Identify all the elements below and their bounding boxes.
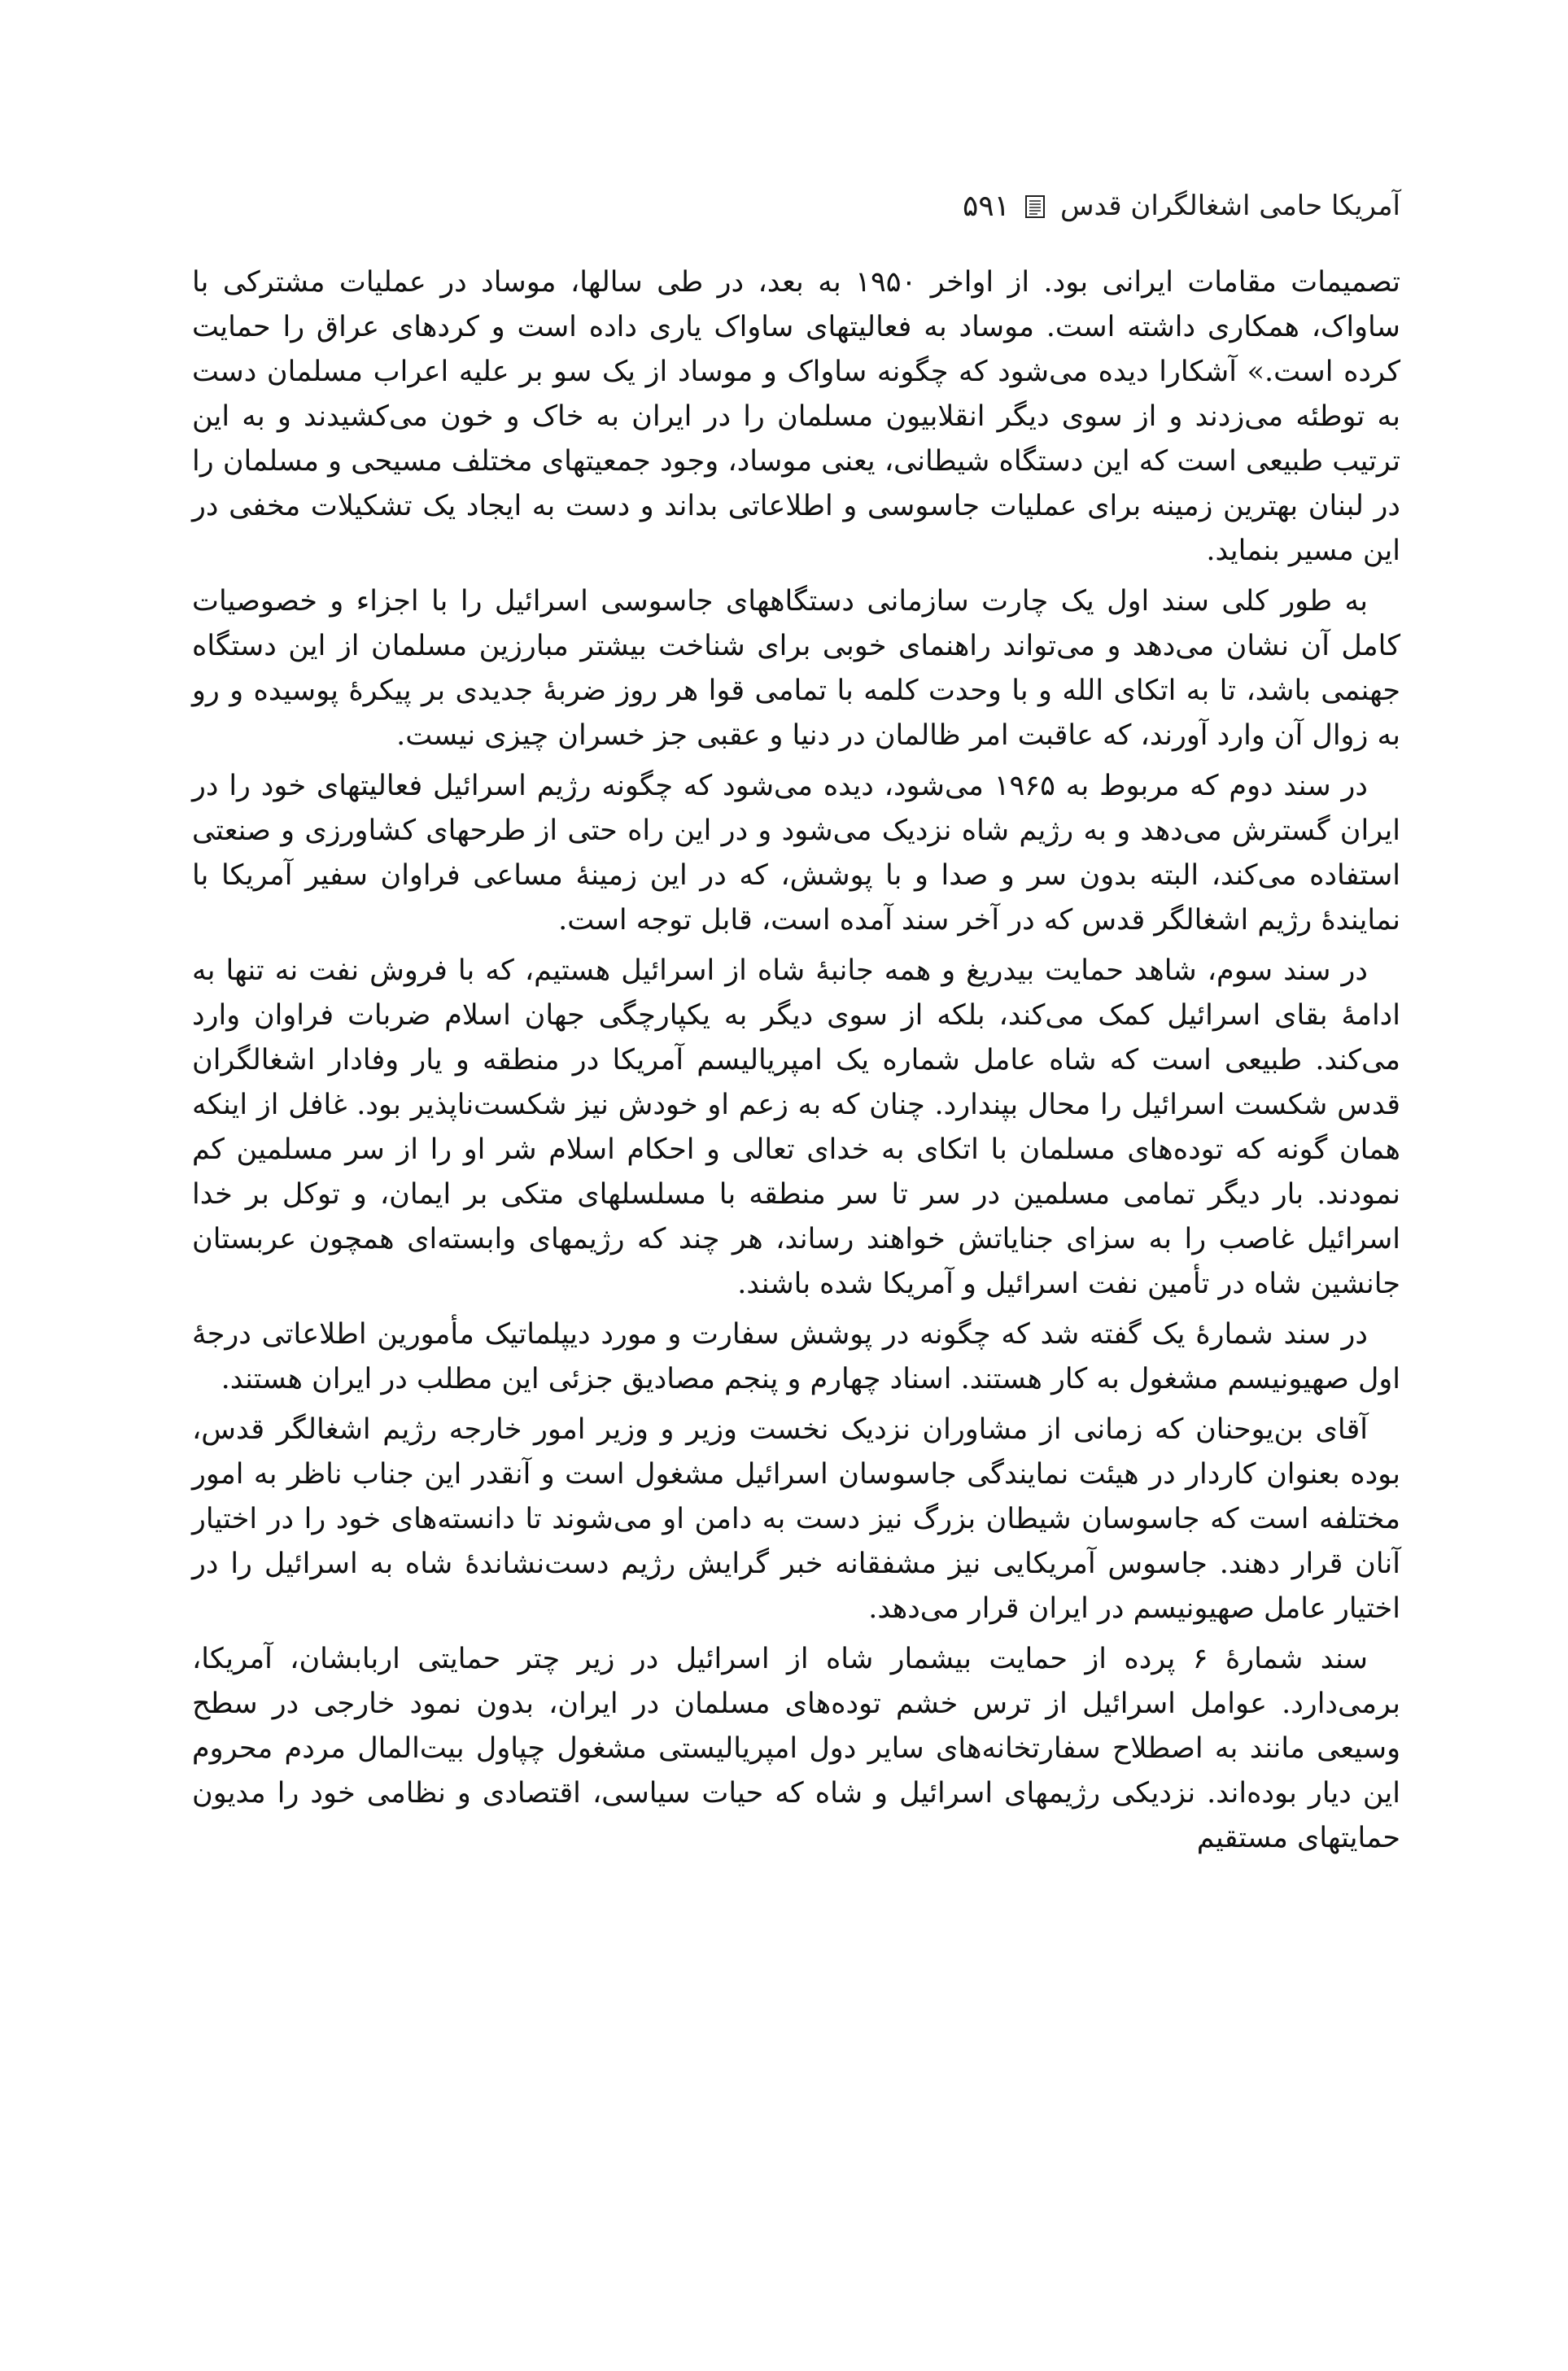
running-head-title: آمریکا حامی اشغالگران قدس xyxy=(1060,190,1400,222)
running-head xyxy=(192,177,1400,234)
body-text xyxy=(192,260,1400,1867)
paragraph: به طور کلی سند اول یک چارت سازمانی دستگاههای جاسوسی اسرائیل را با اجزاء و خصوصیات کامل آن نشان می‌دهد و می‌تواند راهنمای خوبی برای شناخت بیشتر مبارزین مسلمان از این دستگاه جهنمی باشد، تا به اتکای الله و با وحدت کلمه با تمامی قوا هر روز ضربهٔ جدیدی بر پیکرهٔ پوسیده و رو به زوال آن وارد آورند، که عاقبت امر ظالمان در دنیا و عقبی جز خسران چیزی نیست. xyxy=(192,585,1400,752)
paragraph: تصمیمات مقامات ایرانی بود. از اواخر ۱۹۵۰ به بعد، در طی سالها، موساد در عملیات مشترکی با ساواک، همکاری داشته است. موساد به فعالیتهای ساواک یاری داده است و کردهای عراق را حمایت کرده است.» آشکارا دیده می‌شود که چگونه ساواک و موساد از یک سو بر علیه اعراب مسلمان دست به توطئه می‌زدند و از سوی دیگر انقلابیون مسلمان را در ایران به خاک و خون می‌کشیدند و به این ترتیب طبیعی است که این دستگاه شیطانی، یعنی موساد، وجود جمعیتهای مختلف مسیحی و مسلمان را در لبنان بهترین زمینه برای عملیات جاسوسی و اطلاعاتی بداند و دست به ایجاد یک تشکیلات مخفی در این مسیر بنماید. xyxy=(192,266,1400,567)
paragraph: در سند سوم، شاهد حمایت بیدریغ و همه جانبهٔ شاه از اسرائیل هستیم، که با فروش نفت نه تنها به ادامهٔ بقای اسرائیل کمک می‌کند، بلکه از سوی دیگر به یکپارچگی جهان اسلام ضربات فراوان وارد می‌کند. طبیعی است که شاه عامل شماره یک امپریالیسم آمریکا در منطقه و یار وفادار اشغالگران قدس شکست اسرائیل را محال بپندارد. چنان که به زعم او خودش نیز شکست‌ناپذیر بود. غافل از اینکه همان گونه که توده‌های مسلمان با اتکای به خدای تعالی و احکام اسلام شر او را از سر مسلمین کم نمودند. بار دیگر تمامی مسلمین در سر تا سر منطقه با مسلسلهای متکی بر ایمان، و توکل بر خدا اسرائیل غاصب را به سزای جنایاتش خواهند رساند، هر چند که رژیمهای وابسته‌ای همچون عربستان جانشین شاه در تأمین نفت اسرائیل و آمریکا شده باشند. xyxy=(192,954,1400,1300)
book-icon xyxy=(1024,194,1046,218)
paragraph: سند شمارهٔ ۶ پرده از حمایت بیشمار شاه از اسرائیل در زیر چتر حمایتی اربابشان، آمریکا، برمی‌دارد. عوامل اسرائیل از ترس خشم توده‌های مسلمان در ایران، بدون نمود خارجی در سطح وسیعی مانند به اصطلاح سفارتخانه‌های سایر دول امپریالیستی مشغول چپاول بیت‌المال مردم محروم این دیار بوده‌اند. نزدیکی رژیمهای اسرائیل و شاه که حیات سیاسی، اقتصادی و نظامی خود را مدیون حمایتهای مستقیم xyxy=(192,1643,1400,1854)
page-number: ۵۹۱ xyxy=(963,189,1011,223)
paragraph: در سند دوم که مربوط به ۱۹۶۵ می‌شود، دیده می‌شود که چگونه رژیم اسرائیل فعالیتهای خود را در ایران گسترش می‌دهد و به رژیم شاه نزدیک می‌شود و در این راه حتی از طرحهای کشاورزی و صنعتی استفاده می‌کند، البته بدون سر و صدا و با پوشش، که در این زمینهٔ مساعی فراوان سفیر آمریکا با نمایندهٔ رژیم اشغالگر قدس که در آخر سند آمده است، قابل توجه است. xyxy=(192,770,1400,937)
paragraph: آقای بن‌یوحنان که زمانی از مشاوران نزدیک نخست وزیر و وزیر امور خارجه رژیم اشغالگر قدس، بوده بعنوان کاردار در هیئت نمایندگی جاسوسان اسرائیل مشغول است و آنقدر این جناب ناظر به امور مختلفه است که جاسوسان شیطان بزرگ نیز دست به دامن او می‌شوند تا دانسته‌های خود را در اختیار آنان قرار دهند. جاسوس آمریکایی نیز مشفقانه خبر گرایش رژیم دست‌نشاندهٔ شاه به اسرائیل را در اختیار عامل صهیونیسم در ایران قرار می‌دهد. xyxy=(192,1413,1400,1625)
paragraph: در سند شمارهٔ یک گفته شد که چگونه در پوشش سفارت و مورد دیپلماتیک مأمورین اطلاعاتی درجهٔ اول صهیونیسم مشغول به کار هستند. اسناد چهارم و پنجم مصادیق جزئی این مطلب در ایران هستند. xyxy=(192,1318,1400,1395)
